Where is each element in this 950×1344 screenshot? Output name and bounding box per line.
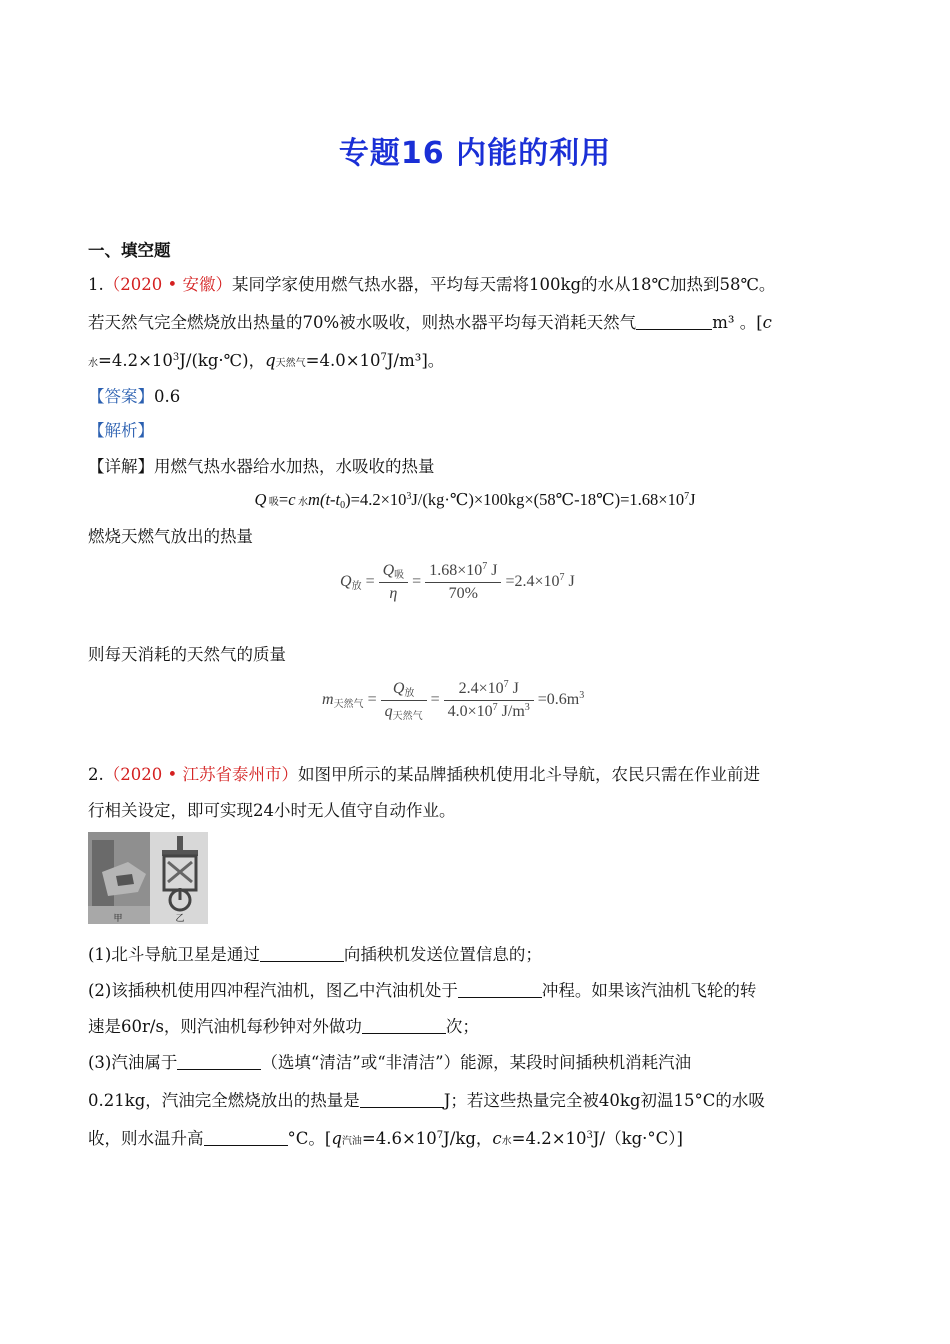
f1-rest-c: J xyxy=(689,490,696,509)
f3-num2-a: 2.4×10 xyxy=(458,680,504,697)
q1-detail xyxy=(88,456,435,478)
q1-line1 xyxy=(88,274,775,296)
q2-sub2b xyxy=(88,1016,479,1038)
q2-q-unit: J/kg， xyxy=(443,1129,493,1148)
f3-den2-a: 4.0×10 xyxy=(447,703,493,720)
q2-s3b-post: J；若这些热量完全被40kg初温15°C的水吸 xyxy=(443,1091,765,1110)
q1-exp2: 7 xyxy=(380,352,387,363)
formula-heat-absorbed xyxy=(0,490,950,510)
figure-label-a: 甲 xyxy=(113,914,123,924)
q2-c-symbol: c xyxy=(492,1129,502,1148)
q2-blank-1 xyxy=(260,945,344,962)
q1-sub-water: 水 xyxy=(88,358,98,369)
answer-value: 0.6 xyxy=(154,387,181,406)
f3-den1: q xyxy=(384,703,393,720)
mass-text: 则每天消耗的天然气的质量 xyxy=(88,645,286,664)
formula-gas-mass: $m_{天然气}$ = $\frac{Q_放}{q_{天然气}}$ = $\frac{2.4\times 10^7 J}{4.0\times 10^7 J/m^3}$ $=0.6m^3$ xyxy=(322,679,585,722)
q2-s1-post: 向插秧机发送位置信息的； xyxy=(343,945,542,964)
f1-eq: = xyxy=(278,490,289,509)
f1-rest-a: )=4.2×10 xyxy=(345,490,407,509)
q1-q-unit: J/m³]。 xyxy=(386,351,445,370)
q2-blank-4 xyxy=(177,1053,261,1070)
f1-c: c xyxy=(288,490,296,509)
f2-result: =2.4×10 xyxy=(505,573,560,591)
q2-source: （2020 • 江苏省泰州市） xyxy=(103,765,298,784)
f2-lhs: Q xyxy=(340,573,352,591)
burn-heat-text: 燃烧天燃气放出的热量 xyxy=(88,527,253,546)
q1-sub-gas: 天然气 xyxy=(275,358,306,369)
f2-num2-exp: 7 xyxy=(482,561,488,572)
q2-q-symbol: q xyxy=(331,1129,342,1148)
f2-num2-a: 1.68×10 xyxy=(429,562,483,579)
q2-sub2 xyxy=(88,980,756,1002)
q2-line2: 行相关设定，即可实现24小时无人值守自动作业。 xyxy=(88,801,456,820)
q2-blank-5 xyxy=(360,1091,444,1108)
f1-sub-absorb: 吸 xyxy=(268,497,279,508)
q1-text-2: 若天然气完全燃烧放出热量的70%被水吸收，则热水器平均每天消耗天然气 xyxy=(88,313,637,332)
q2-exp2: 3 xyxy=(586,1130,593,1141)
f2-lhs-sub: 放 xyxy=(351,581,362,593)
q1-exp1: 3 xyxy=(172,352,180,363)
q2-sub3 xyxy=(88,1052,691,1074)
q2-s3b-pre: 0.21kg，汽油完全燃烧放出的热量是 xyxy=(88,1091,360,1110)
q2-blank-3 xyxy=(362,1017,446,1034)
q2-line1 xyxy=(88,764,760,786)
f3-num2-b: J xyxy=(508,680,519,697)
q2-s2b-post: 次； xyxy=(445,1017,479,1036)
f2-fraction-1 xyxy=(379,562,409,603)
q1-c-value: =4.2×10 xyxy=(98,351,173,370)
figure-label-b: 乙 xyxy=(175,914,185,924)
f1-Q: Q xyxy=(254,490,267,509)
q1-c-symbol: c xyxy=(762,313,772,332)
q2-sub3b xyxy=(88,1090,765,1112)
f1-rest-b: J/(kg·℃)×100kg×(58℃-18℃)=1.68×10 xyxy=(411,490,685,509)
figure-image xyxy=(88,832,208,924)
q2-sub-oil: 汽油 xyxy=(341,1136,362,1147)
f2-den1: η xyxy=(389,585,398,602)
q1-q-value: =4.0×10 xyxy=(305,351,381,370)
q2-s3-pre: (3)汽油属于 xyxy=(88,1053,178,1072)
f2-fraction-2 xyxy=(425,562,501,603)
f3-den2-exp2: 3 xyxy=(524,702,530,713)
f2-num1: Q xyxy=(382,562,395,579)
f2-result-unit: J xyxy=(564,573,575,591)
q1-unit: m³ 。[ xyxy=(712,313,763,332)
q1-q-symbol: q xyxy=(265,351,276,370)
q2-exp1: 7 xyxy=(436,1130,444,1141)
q2-blank-2 xyxy=(458,981,542,998)
f1-t0-sub: 0 xyxy=(340,500,346,511)
formula-heat-released: $Q_放$ = $\frac{Q_吸}{\eta}$ = $\frac{1.68\times 10^7 J}{70\%}$ $=2.4\times 10^7$ J xyxy=(340,561,575,602)
f3-result-exp: 3 xyxy=(579,690,585,702)
f1-sub-water: 水 xyxy=(298,497,309,508)
q1-number: 1. xyxy=(88,275,104,294)
detail-label: 【详解】 xyxy=(88,457,154,476)
q2-figure xyxy=(88,832,208,924)
q2-s2b-pre: 速是60r/s，则汽油机每秒钟对外做功 xyxy=(88,1017,362,1036)
answer-label: 【答案】 xyxy=(88,387,154,406)
f3-num2-exp: 7 xyxy=(503,679,509,690)
f1-exp-b: 7 xyxy=(684,491,690,502)
f3-num1: Q xyxy=(392,680,405,697)
q1-answer xyxy=(88,386,180,408)
f3-den2-exp: 7 xyxy=(492,702,498,713)
f3-num1-sub: 放 xyxy=(404,688,415,699)
q2-s3c-pre: 收，则水温升高 xyxy=(88,1129,204,1148)
f3-den1-sub: 天然气 xyxy=(392,711,423,722)
detail-text: 用燃气热水器给水加热，水吸收的热量 xyxy=(154,457,435,476)
q2-s3c-a: °C。[ xyxy=(287,1129,332,1148)
f1-m: m xyxy=(308,490,320,509)
f2-result-exp: 7 xyxy=(559,572,565,584)
q1-line3 xyxy=(88,350,444,375)
f2-den2: 70% xyxy=(448,585,478,602)
f3-result: =0.6m xyxy=(537,691,580,709)
q2-s1-pre: (1)北斗导航卫星是通过 xyxy=(88,945,260,964)
q1-c-unit: J/(kg·℃)， xyxy=(179,351,266,370)
q1-answer-blank xyxy=(636,313,712,330)
q2-c-value: =4.2×10 xyxy=(511,1129,587,1148)
q1-text-1: 某同学家使用燃气热水器，平均每天需将100kg的水从18℃加热到58℃。 xyxy=(231,275,776,294)
q2-number: 2. xyxy=(88,765,104,784)
f3-fraction-2 xyxy=(444,680,534,721)
page-title: 专题16 内能的利用 xyxy=(338,136,612,171)
f1-exp-a: 3 xyxy=(406,491,412,502)
q2-sub-water: 水 xyxy=(501,1136,512,1147)
q2-c-unit: J/（kg·°C）] xyxy=(592,1129,683,1148)
q2-sub1 xyxy=(88,944,542,966)
f1-t: (t-t xyxy=(319,490,341,509)
q2-sub3c xyxy=(88,1128,683,1153)
q2-s3-post: （选填“清洁”或“非清洁”）能源，某段时间插秧机消耗汽油 xyxy=(261,1053,692,1072)
section-heading: 一、填空题 xyxy=(88,241,171,260)
f3-lhs: m xyxy=(322,691,334,709)
f3-lhs-sub: 天然气 xyxy=(333,699,364,711)
f3-den2-b: J/m xyxy=(497,703,525,720)
f2-num1-sub: 吸 xyxy=(394,570,405,581)
q2-blank-6 xyxy=(204,1129,288,1146)
q2-text-1: 如图甲所示的某品牌插秧机使用北斗导航，农民只需在作业前进 xyxy=(297,765,760,784)
f2-num2-b: J xyxy=(487,562,498,579)
q2-q-value: =4.6×10 xyxy=(361,1129,437,1148)
f3-fraction-1 xyxy=(381,680,427,721)
analysis-label: 【解析】 xyxy=(88,421,154,440)
q2-s2-pre: (2)该插秧机使用四冲程汽油机，图乙中汽油机处于 xyxy=(88,981,458,1000)
q1-line2 xyxy=(88,312,772,334)
q2-s2-post: 冲程。如果该汽油机飞轮的转 xyxy=(541,981,757,1000)
q1-source: （2020 • 安徽） xyxy=(103,275,232,294)
